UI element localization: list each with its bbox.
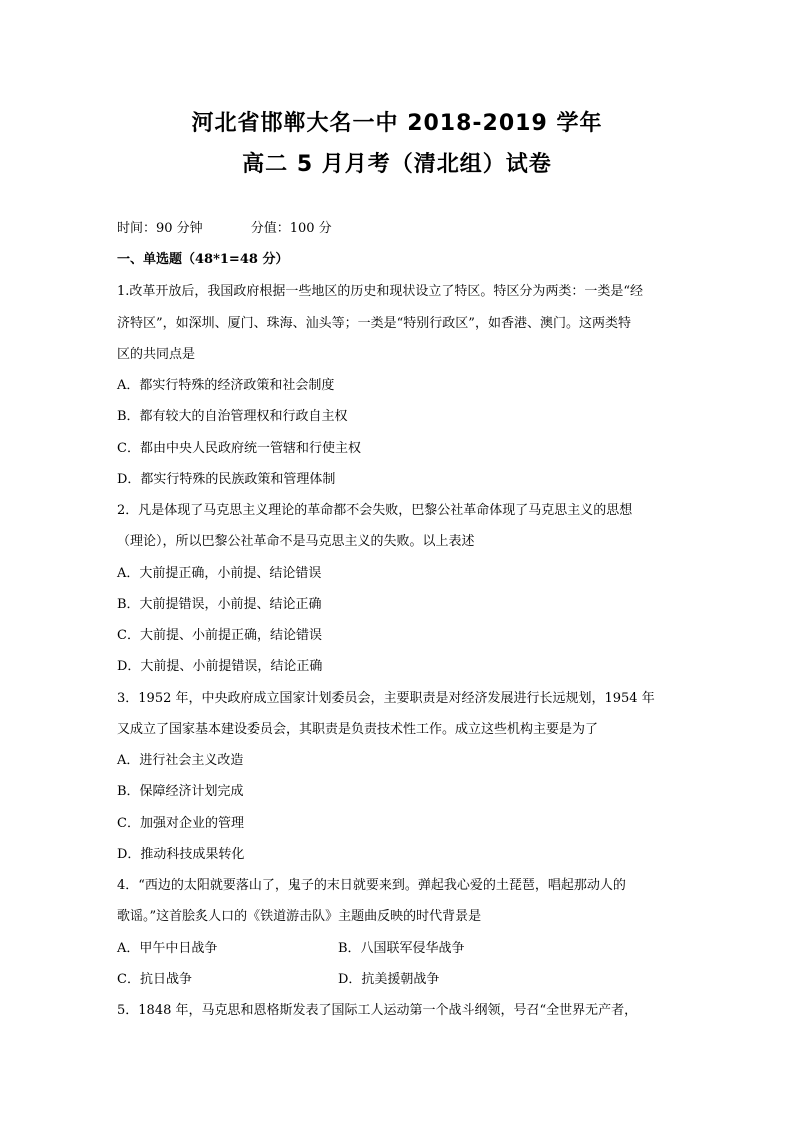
question-1-option-c: C．都由中央人民政府统一管辖和行使主权	[117, 441, 361, 456]
exam-score: 分值：100 分	[250, 221, 332, 236]
question-1-line-2: 济特区”，如深圳、厦门、珠海、汕头等；一类是“特别行政区”，如香港、澳门。这两类特	[117, 316, 631, 331]
question-5-line-1: 5．1848 年，马克思和恩格斯发表了国际工人运动第一个战斗纲领，号召“全世界无产者，	[117, 1003, 638, 1018]
question-4-options-row-2	[117, 968, 440, 987]
question-2-line-1: 2．凡是体现了马克思主义理论的革命都不会失败，巴黎公社革命体现了马克思主义的思想	[117, 503, 633, 518]
question-4-options-row-1	[117, 937, 465, 956]
question-4-option-a: A．甲午中日战争	[117, 941, 218, 956]
question-2-option-b: B．大前提错误，小前提、结论正确	[117, 597, 322, 612]
exam-meta	[117, 217, 332, 236]
question-4-line-2: 歌谣。”这首脍炙人口的《铁道游击队》主题曲反映的时代背景是	[117, 909, 482, 924]
exam-title-line1: 河北省邯郸大名一中 2018-2019 学年	[191, 111, 603, 136]
question-3-option-b: B．保障经济计划完成	[117, 784, 244, 799]
question-3-option-a: A．进行社会主义改造	[117, 753, 244, 768]
question-1-option-a: A．都实行特殊的经济政策和社会制度	[117, 378, 335, 393]
question-4-option-c: C．抗日战争	[117, 972, 192, 987]
question-1-option-b: B．都有较大的自治管理权和行政自主权	[117, 409, 348, 424]
question-3-line-2: 又成立了国家基本建设委员会，其职责是负责技术性工作。成立这些机构主要是为了	[117, 722, 599, 737]
question-3-line-1: 3．1952 年，中央政府成立国家计划委员会，主要职责是对经济发展进行长远规划，1954 年	[117, 691, 655, 706]
question-1-line-3: 区的共同点是	[117, 347, 196, 362]
question-4-option-d: D．抗美援朝战争	[338, 972, 440, 987]
section-heading: 一、单选题（48*1=48 分）	[117, 252, 289, 267]
question-2-option-c: C．大前提、小前提正确，结论错误	[117, 628, 322, 643]
question-1-option-d: D．都实行特殊的民族政策和管理体制	[117, 472, 336, 487]
question-2-line-2: （理论），所以巴黎公社革命不是马克思主义的失败。以上表述	[117, 534, 475, 549]
question-4-line-1: 4．“西边的太阳就要落山了，鬼子的末日就要来到。弹起我心爱的土琵琶，唱起那动人的	[117, 878, 626, 893]
question-3-option-c: C．加强对企业的管理	[117, 816, 244, 831]
question-2-option-a: A．大前提正确，小前提、结论错误	[117, 566, 322, 581]
question-4-option-b: B．八国联军侵华战争	[338, 941, 465, 956]
exam-title-line2: 高二 5 月月考（清北组）试卷	[242, 152, 552, 177]
question-2-option-d: D．大前提、小前提错误，结论正确	[117, 659, 323, 674]
question-3-option-d: D．推动科技成果转化	[117, 847, 245, 862]
question-1-line-1: 1.改革开放后，我国政府根据一些地区的历史和现状设立了特区。特区分为两类：一类是“经	[117, 284, 644, 299]
exam-time: 时间：90 分钟	[117, 221, 203, 236]
